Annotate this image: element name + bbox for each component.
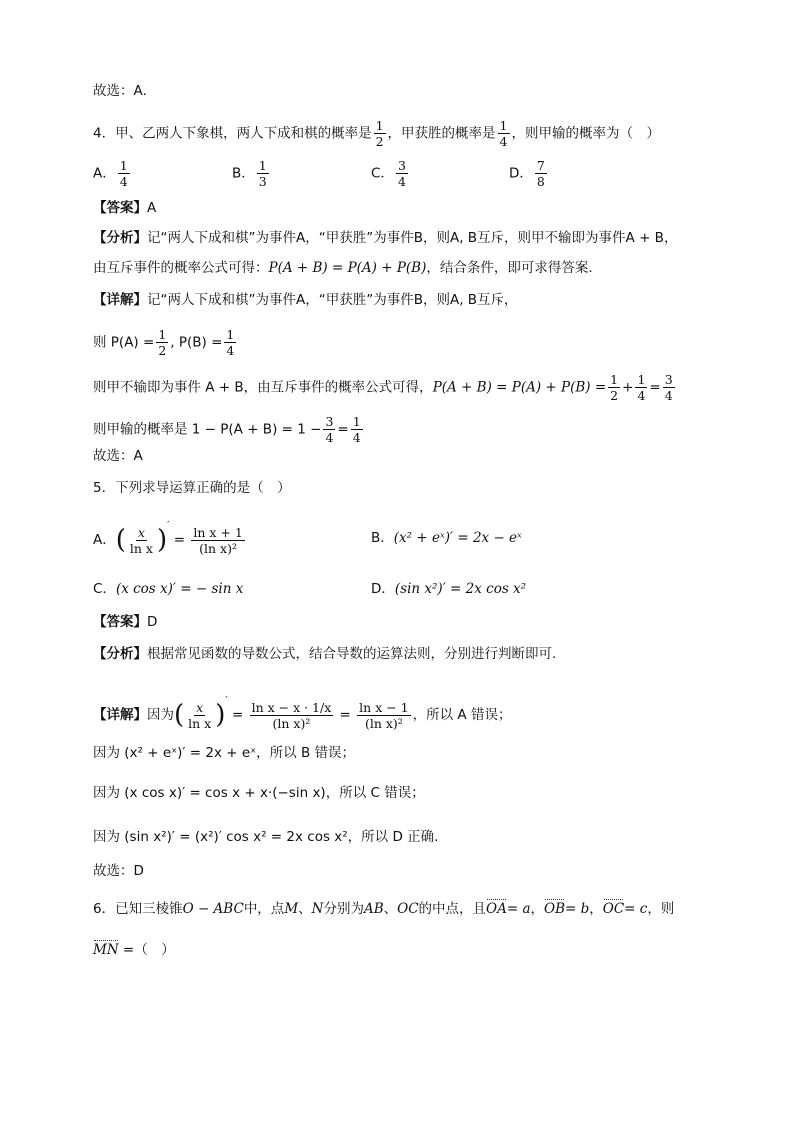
- analysis-text: ，结合条件，即可求得答案.: [426, 260, 593, 276]
- detail-text: 则 P(A) =: [93, 334, 155, 351]
- fraction: [128, 525, 155, 556]
- option-expression: (x cos x)′ = − sin x: [115, 581, 244, 597]
- fraction: [357, 700, 410, 731]
- option-label: D．: [371, 581, 395, 597]
- option-fraction: [257, 158, 269, 189]
- option-expression: (sin x²)′ = 2x cos x²: [394, 581, 527, 597]
- answer-value: A: [147, 200, 157, 216]
- q4-text-1: 甲、乙两人下象棋，两人下成和棋的概率是: [115, 125, 372, 142]
- fraction-den: 4: [499, 134, 508, 149]
- detail-formula: P(A + B) = P(A) + P(B) =: [432, 379, 607, 396]
- q4-win-prob: [498, 118, 510, 149]
- analysis-text: 根据常见函数的导数公式，结合导数的运算法则，分别进行判断即可.: [147, 646, 557, 662]
- q5-option-b: [371, 526, 522, 546]
- fraction-den: (ln x)²: [199, 540, 237, 556]
- fraction-den: 4: [397, 174, 406, 189]
- fraction: [635, 372, 647, 403]
- fraction-den: 4: [226, 343, 235, 358]
- analysis-formula: P(A + B) = P(A) + P(B): [268, 260, 427, 276]
- fraction-num: 1: [637, 372, 646, 387]
- fraction-num: 7: [536, 158, 545, 173]
- fraction-num: 1: [352, 414, 361, 429]
- prev-answer-line: 故选：A.: [93, 83, 147, 99]
- fraction: [250, 700, 334, 731]
- fraction: [351, 414, 363, 445]
- option-label: B．: [371, 530, 394, 546]
- q4-option-c: [371, 158, 410, 189]
- fraction-den: ln x: [188, 715, 212, 731]
- q4-detail-line-4: [93, 414, 365, 445]
- q5-analysis: [93, 645, 556, 663]
- vector-oa: OA: [486, 901, 507, 917]
- q5-detail-line-4: [93, 828, 438, 846]
- q4-detail-line-2: [93, 327, 238, 358]
- fraction-num: 1: [226, 327, 235, 342]
- paren-close: ): [156, 525, 168, 555]
- fraction: [224, 327, 236, 358]
- fraction-num: ln x − x · 1/x: [251, 699, 332, 715]
- q5-detail-line-1: 【详解】因为( $\frac{x}{\text{ln x}}$ )′ = $\frac{\text{ln x − x · 1/x}}{\text{(ln x)²}}$ = $\frac{\text{ln x − 1}}{\text{(ln x)²}}$ ，所以 A 错误；: [93, 695, 512, 731]
- answer-tag: 【答案】: [93, 200, 147, 216]
- q5-detail-line-3: [93, 784, 425, 802]
- question-6-stem: 6．已知三棱锥O − ABC中，点M、N分别为AB、OC的中点，且OA= a，OB= b，OC= c，则: [93, 901, 675, 917]
- q4-option-a: [93, 158, 132, 189]
- q4-option-d: [509, 158, 549, 189]
- q4-text-3: ，则甲输的概率为（ ）: [511, 125, 660, 142]
- fraction-den: 4: [637, 388, 646, 403]
- fraction: [186, 700, 213, 731]
- option-label: D．: [509, 165, 533, 182]
- fraction-num: x: [196, 699, 204, 715]
- fraction-den: 2: [375, 134, 384, 149]
- q4-final: 故选：A: [93, 448, 143, 464]
- detail-text: ，所以 A 错误；: [412, 707, 512, 723]
- detail-text: 因为 (x² + eˣ)′ = 2x + eˣ，所以 B 错误；: [93, 745, 355, 761]
- analysis-tag: 【分析】: [93, 230, 147, 246]
- fraction-den: 3: [258, 174, 267, 189]
- fraction-num: ln x − 1: [359, 699, 409, 715]
- q4-detail-line-3: [93, 372, 677, 403]
- fraction: [608, 372, 620, 403]
- option-label: B．: [232, 165, 255, 182]
- fraction-num: 1: [499, 118, 508, 133]
- fraction-den: 4: [119, 174, 128, 189]
- fraction-num: 1: [158, 327, 167, 342]
- fraction-den: (ln x)²: [272, 715, 311, 731]
- detail-text: 则甲不输即为事件 A + B，由互斥事件的概率公式可得，: [93, 379, 433, 396]
- q4-answer: [93, 199, 156, 217]
- q4-analysis-line-2: [93, 259, 593, 277]
- q5-final: 故选：D: [93, 863, 144, 879]
- q4-draw-prob: [374, 118, 386, 149]
- detail-text: 则甲输的概率是 1 − P(A + B) = 1 −: [93, 421, 322, 438]
- question-5-stem: 5．下列求导运算正确的是（ ）: [93, 480, 291, 496]
- q4-text-2: ，甲获胜的概率是: [387, 125, 496, 142]
- fraction-den: 4: [664, 388, 673, 403]
- vector-mn: MN: [93, 942, 119, 958]
- q5-option-c: [93, 577, 243, 597]
- fraction-den: 4: [352, 430, 361, 445]
- answer-tag: 【答案】: [93, 614, 147, 630]
- fraction-den: 2: [158, 343, 167, 358]
- fraction-den: 8: [536, 174, 545, 189]
- fraction-num: 3: [397, 158, 406, 173]
- fraction: [191, 525, 244, 556]
- option-fraction: [535, 158, 547, 189]
- q4-detail-line-1: [93, 291, 518, 309]
- paren-open: (: [115, 525, 126, 555]
- option-label: A．: [93, 532, 116, 548]
- analysis-tag: 【分析】: [93, 646, 147, 662]
- detail-text: 记“两人下成和棋”为事件A，“甲获胜”为事件B，则A, B互斥，: [147, 292, 518, 308]
- vector-ob: OB: [544, 901, 566, 917]
- paren-close: ): [215, 700, 226, 730]
- fraction-num: 3: [325, 414, 334, 429]
- option-fraction: [396, 158, 408, 189]
- fraction-den: 4: [325, 430, 334, 445]
- detail-tag: 【详解】: [93, 292, 147, 308]
- question-4-stem: [93, 118, 660, 149]
- detail-tag: 【详解】: [93, 707, 147, 723]
- analysis-text: 记“两人下成和棋”为事件A，“甲获胜”为事件B，则A, B互斥，则甲不输即为事件A + B，: [147, 230, 678, 246]
- fraction: [156, 327, 168, 358]
- option-fraction: [118, 158, 130, 189]
- option-expression: (x² + eˣ)′ = 2x − eˣ: [393, 530, 522, 546]
- fraction-num: 1: [610, 372, 619, 387]
- plus-sign: +: [622, 379, 634, 396]
- q4-analysis-line-1: [93, 229, 677, 247]
- equals-sign: =: [337, 421, 349, 438]
- option-label: C．: [93, 581, 116, 597]
- vector-oc: OC: [602, 901, 625, 917]
- fraction-num: 1: [258, 158, 267, 173]
- option-label: C．: [371, 165, 394, 182]
- paren-open: (: [174, 700, 185, 730]
- fraction-num: 1: [375, 118, 384, 133]
- fraction-den: 2: [610, 388, 619, 403]
- fraction-num: ln x + 1: [193, 524, 243, 540]
- equals-sign: =: [649, 379, 661, 396]
- detail-text: , P(B) =: [170, 334, 223, 351]
- q5-detail-line-2: [93, 744, 355, 762]
- question-6-stem-line-2: MN =（ ）: [93, 942, 175, 958]
- analysis-text: 由互斥事件的概率公式可得：: [93, 260, 269, 276]
- answer-value: D: [147, 614, 158, 630]
- fraction: [663, 372, 675, 403]
- q4-number: 4．: [93, 125, 116, 142]
- fraction-num: 1: [119, 158, 128, 173]
- q5-option-d: [371, 577, 526, 597]
- detail-text: 因为 (x cos x)′ = cos x + x·(−sin x)，所以 C 错误；: [93, 785, 425, 801]
- fraction: [323, 414, 335, 445]
- fraction-den: (ln x)²: [364, 715, 403, 731]
- detail-text: 因为 (sin x²)′ = (x²)′ cos x² = 2x cos x²，所以 D 正确.: [93, 829, 439, 845]
- q5-option-a: A．( $\frac{x}{\text{ln x}}$ )′ = $\frac{\text{ln x + 1}}{\text{(ln x)²}}$: [93, 520, 243, 556]
- fraction-den: ln x: [129, 540, 153, 556]
- q4-option-b: [232, 158, 271, 189]
- q5-answer: [93, 613, 157, 631]
- fraction-num: 3: [664, 372, 673, 387]
- detail-text: 因为: [147, 707, 174, 723]
- option-label: A．: [93, 165, 116, 182]
- fraction-num: x: [137, 524, 145, 540]
